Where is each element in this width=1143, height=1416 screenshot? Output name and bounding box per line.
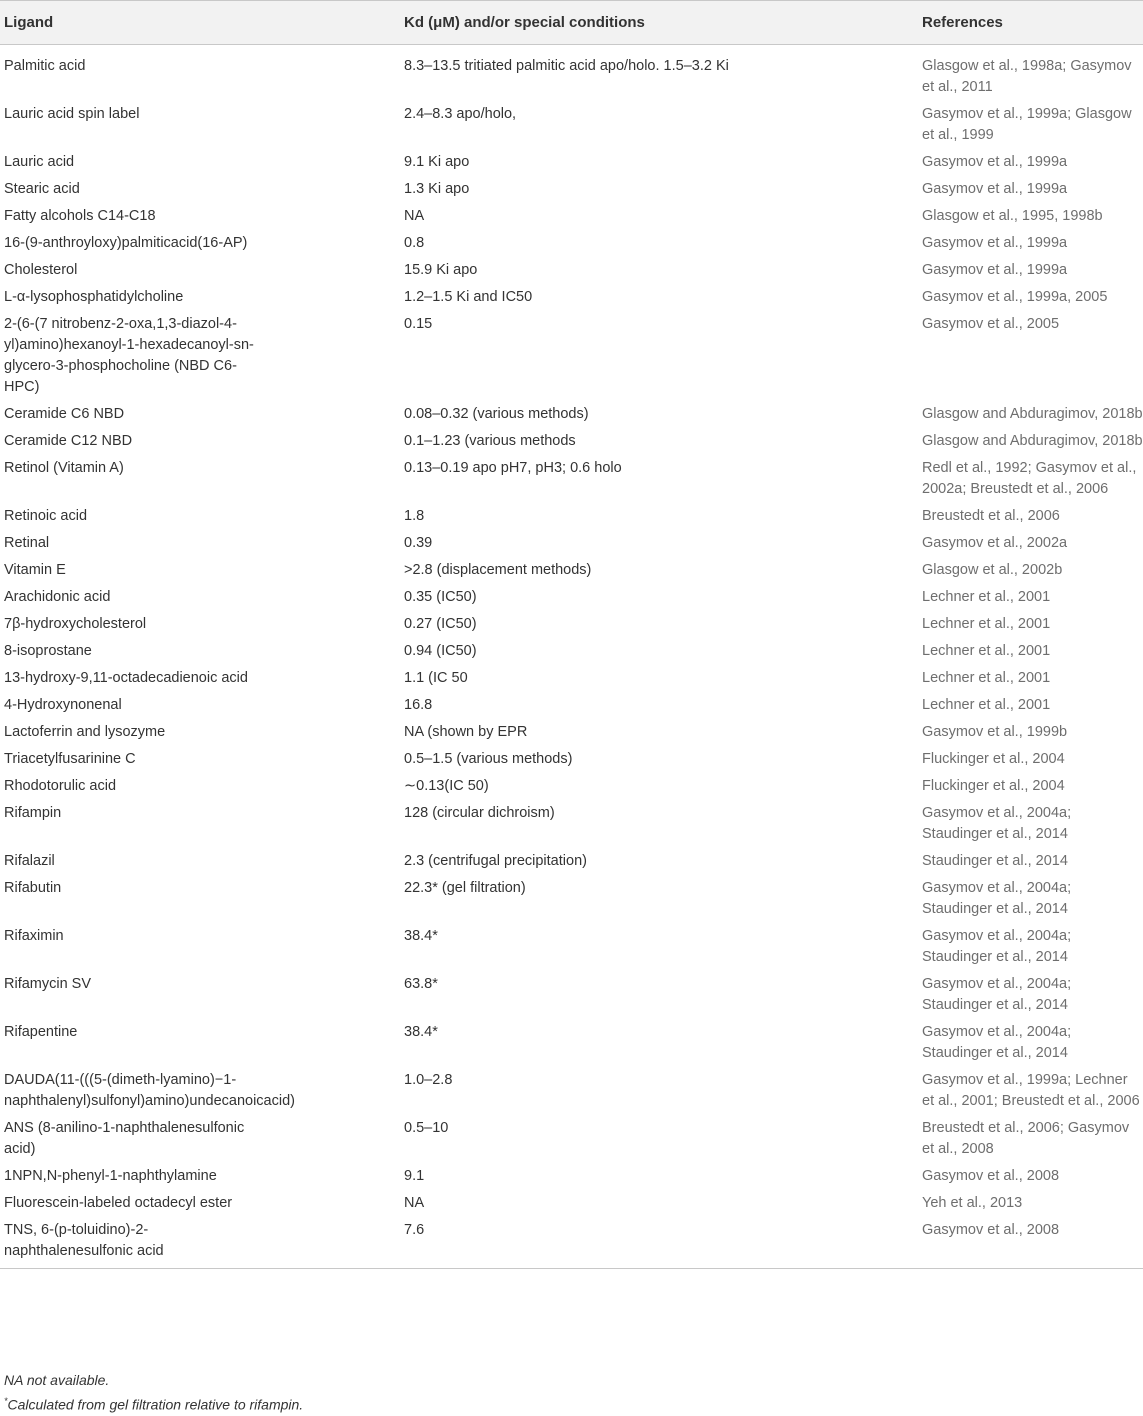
ligand-cell: 8-isoprostane (4, 643, 92, 659)
kd-cell: 7.6 (400, 1217, 918, 1269)
footnote-marker: * (4, 1396, 8, 1406)
table-row (0, 719, 1143, 746)
table-row (0, 101, 1143, 149)
kd-cell: 38.4* (404, 928, 438, 944)
reference-cell: Staudinger et al., 2014 (922, 853, 1068, 869)
table-row (0, 1217, 1143, 1269)
reference-cell: Glasgow et al., 1995, 1998b (922, 208, 1103, 224)
reference-cell: Fluckinger et al., 2004 (922, 778, 1065, 794)
table-row (0, 875, 1143, 923)
table-row (0, 203, 1143, 230)
kd-cell: >2.8 (displacement methods) (404, 562, 592, 578)
kd-cell: NA (404, 208, 425, 224)
ligand-cell: 13-hydroxy-9,11-octadecadienoic acid (4, 670, 248, 686)
reference-cell: Redl et al., 1992; Gasymov et al., 2002a; Breustedt et al., 2006 (922, 460, 1137, 497)
reference-cell: Gasymov et al., 2004a; Staudinger et al., 2014 (922, 1024, 1072, 1061)
table-row (0, 230, 1143, 257)
ligand-cell: Rifamycin SV (4, 976, 92, 992)
reference-cell: Gasymov et al., 1999b (922, 724, 1068, 740)
kd-cell: 1.8 (404, 508, 425, 524)
header-kd: Kd (μM) and/or special conditions (400, 1, 918, 45)
kd-cell: 128 (circular dichroism) (404, 805, 555, 821)
reference-cell: Gasymov et al., 2002a (922, 535, 1068, 551)
table-row (0, 971, 1143, 1019)
kd-cell: 0.08–0.32 (various methods) (404, 406, 589, 422)
reference-cell: Gasymov et al., 1999a; Lechner et al., 2001; Breustedt et al., 2006 (922, 1072, 1140, 1109)
reference-cell: Gasymov et al., 1999a (922, 181, 1068, 197)
table-row (0, 503, 1143, 530)
reference-cell: Gasymov et al., 2005 (922, 316, 1060, 332)
reference-cell: Fluckinger et al., 2004 (922, 751, 1065, 767)
ligand-cell: Stearic acid (4, 181, 80, 197)
table-row (0, 530, 1143, 557)
ligand-cell: Lauric acid spin label (4, 106, 140, 122)
ligand-cell: Triacetylfusarinine C (4, 751, 136, 767)
kd-cell: 0.94 (IC50) (404, 643, 477, 659)
table-row (0, 428, 1143, 455)
table-row (0, 923, 1143, 971)
kd-cell: 16.8 (404, 697, 433, 713)
ligand-cell: TNS, 6-(p-toluidino)-2-naphthalenesulfonic acid (0, 1217, 400, 1269)
kd-cell: ∼0.13(IC 50) (404, 778, 489, 794)
kd-cell: 0.15 (404, 316, 433, 332)
reference-cell: Gasymov et al., 1999a, 2005 (922, 289, 1108, 305)
reference-cell: Glasgow and Abduragimov, 2018b (922, 433, 1143, 449)
kd-cell: 1.0–2.8 (404, 1072, 453, 1088)
ligand-cell: 16-(9-anthroyloxy)palmiticacid(16-AP) (4, 235, 248, 251)
kd-cell: NA (404, 1195, 425, 1211)
kd-cell: 0.35 (IC50) (404, 589, 477, 605)
table-body (0, 45, 1143, 1269)
ligand-cell: ANS (8-anilino-1-naphthalenesulfonic acid) (4, 1120, 245, 1157)
ligand-cell: L-α-lysophosphatidylcholine (4, 289, 184, 305)
table-row (0, 401, 1143, 428)
reference-cell: Glasgow et al., 2002b (922, 562, 1063, 578)
table-row (0, 746, 1143, 773)
header-ligand: Ligand (0, 1, 400, 45)
reference-cell: Lechner et al., 2001 (922, 616, 1051, 632)
table-row (0, 773, 1143, 800)
table-header (0, 1, 1143, 45)
ligand-cell: 2-(6-(7 nitrobenz-2-oxa,1,3-diazol-4-yl)amino)hexanoyl-1-hexadecanoyl-sn-glycero-3-phosphocholine (NBD C6-HPC) (4, 316, 254, 395)
ligand-cell: Retinoic acid (4, 508, 88, 524)
reference-cell: Gasymov et al., 2004a; Staudinger et al., 2014 (922, 805, 1072, 842)
reference-cell: Breustedt et al., 2006; Gasymov et al., 2008 (922, 1120, 1130, 1157)
ligand-cell: Rifampin (4, 805, 62, 821)
table-row (0, 284, 1143, 311)
kd-cell: 22.3* (gel filtration) (404, 880, 526, 896)
table-row (0, 149, 1143, 176)
table-row (0, 176, 1143, 203)
ligand-cell: Retinal (4, 535, 50, 551)
ligand-cell: Cholesterol (4, 262, 78, 278)
footnote-calculated-text: Calculated from gel filtration relative to rifampin. (7, 1396, 304, 1413)
kd-cell: 1.1 (IC 50 (404, 670, 468, 686)
kd-cell: 38.4* (404, 1024, 438, 1040)
kd-cell: 15.9 Ki apo (404, 262, 478, 278)
reference-cell: Breustedt et al., 2006 (922, 508, 1060, 524)
table-row (0, 800, 1143, 848)
ligand-cell: 4-Hydroxynonenal (4, 697, 122, 713)
reference-cell: Gasymov et al., 1999a (922, 154, 1068, 170)
ligand-cell: 1NPN,N-phenyl-1-naphthylamine (4, 1168, 217, 1184)
kd-cell: 0.8 (404, 235, 425, 251)
reference-cell: Glasgow et al., 1998a; Gasymov et al., 2011 (922, 58, 1132, 95)
ligand-cell: DAUDA(11-(((5-(dimeth-lyamino)−1-naphthalenyl)sulfonyl)amino)undecanoicacid) (4, 1072, 295, 1109)
kd-cell: NA (shown by EPR (404, 724, 528, 740)
ligand-cell: Rifalazil (4, 853, 55, 869)
kd-cell: 8.3–13.5 tritiated palmitic acid apo/holo. 1.5–3.2 Ki (404, 58, 729, 74)
header-row (0, 1, 1143, 45)
ligand-cell: Rhodotorulic acid (4, 778, 117, 794)
kd-cell: 9.1 Ki apo (404, 154, 470, 170)
reference-cell: Gasymov et al., 2004a; Staudinger et al., 2014 (922, 928, 1072, 965)
table-row (0, 1190, 1143, 1217)
table-row (0, 311, 1143, 401)
kd-cell: 2.4–8.3 apo/holo, (404, 106, 517, 122)
table-footnotes (4, 1370, 303, 1416)
ligand-cell: 7β-hydroxycholesterol (4, 616, 147, 632)
ligand-cell: Rifabutin (4, 880, 62, 896)
table-row (0, 1115, 1143, 1163)
ligand-cell: Arachidonic acid (4, 589, 111, 605)
reference-cell: Lechner et al., 2001 (922, 643, 1051, 659)
kd-cell: 2.3 (centrifugal precipitation) (404, 853, 587, 869)
kd-cell: 0.5–1.5 (various methods) (404, 751, 573, 767)
reference-cell: Yeh et al., 2013 (922, 1195, 1023, 1211)
ligand-cell: Fluorescein-labeled octadecyl ester (4, 1195, 233, 1211)
table-row (0, 455, 1143, 503)
table-row (0, 692, 1143, 719)
table-row (0, 557, 1143, 584)
kd-cell: 9.1 (404, 1168, 425, 1184)
table-row (0, 257, 1143, 284)
ligand-cell: Lactoferrin and lysozyme (4, 724, 166, 740)
reference-cell: Gasymov et al., 1999a (922, 262, 1068, 278)
reference-cell: Gasymov et al., 2008 (922, 1168, 1060, 1184)
kd-cell: 0.13–0.19 apo pH7, pH3; 0.6 holo (404, 460, 622, 476)
kd-cell: 0.27 (IC50) (404, 616, 477, 632)
reference-cell: Gasymov et al., 2008 (918, 1217, 1143, 1269)
kd-cell: 1.2–1.5 Ki and IC50 (404, 289, 533, 305)
table-row (0, 848, 1143, 875)
kd-cell: 0.5–10 (404, 1120, 449, 1136)
ligand-cell: Lauric acid (4, 154, 75, 170)
table-row (0, 1067, 1143, 1115)
table-row (0, 584, 1143, 611)
kd-cell: 1.3 Ki apo (404, 181, 470, 197)
ligand-cell: Ceramide C12 NBD (4, 433, 133, 449)
table-row (0, 1019, 1143, 1067)
table-row (0, 611, 1143, 638)
ligand-cell: Palmitic acid (4, 58, 86, 74)
reference-cell: Gasymov et al., 1999a; Glasgow et al., 1999 (922, 106, 1132, 143)
kd-cell: 0.1–1.23 (various methods (404, 433, 576, 449)
table-row (0, 638, 1143, 665)
footnote-na: NA not available. (4, 1372, 110, 1388)
table-row (0, 45, 1143, 102)
ligand-cell: Retinol (Vitamin A) (4, 460, 124, 476)
reference-cell: Gasymov et al., 2004a; Staudinger et al., 2014 (922, 976, 1072, 1013)
table-row (0, 1163, 1143, 1190)
table-row (0, 665, 1143, 692)
reference-cell: Gasymov et al., 1999a (922, 235, 1068, 251)
ligand-cell: Rifaximin (4, 928, 64, 944)
reference-cell: Glasgow and Abduragimov, 2018b (922, 406, 1143, 422)
ligand-cell: Ceramide C6 NBD (4, 406, 125, 422)
footnote-calculated (4, 1391, 303, 1416)
header-references: References (918, 1, 1143, 45)
ligand-cell: Fatty alcohols C14-C18 (4, 208, 156, 224)
kd-cell: 63.8* (404, 976, 438, 992)
kd-cell: 0.39 (404, 535, 433, 551)
reference-cell: Gasymov et al., 2004a; Staudinger et al., 2014 (922, 880, 1072, 917)
ligand-cell: Vitamin E (4, 562, 66, 578)
reference-cell: Lechner et al., 2001 (922, 670, 1051, 686)
reference-cell: Lechner et al., 2001 (922, 589, 1051, 605)
ligand-cell: Rifapentine (4, 1024, 78, 1040)
reference-cell: Lechner et al., 2001 (922, 697, 1051, 713)
